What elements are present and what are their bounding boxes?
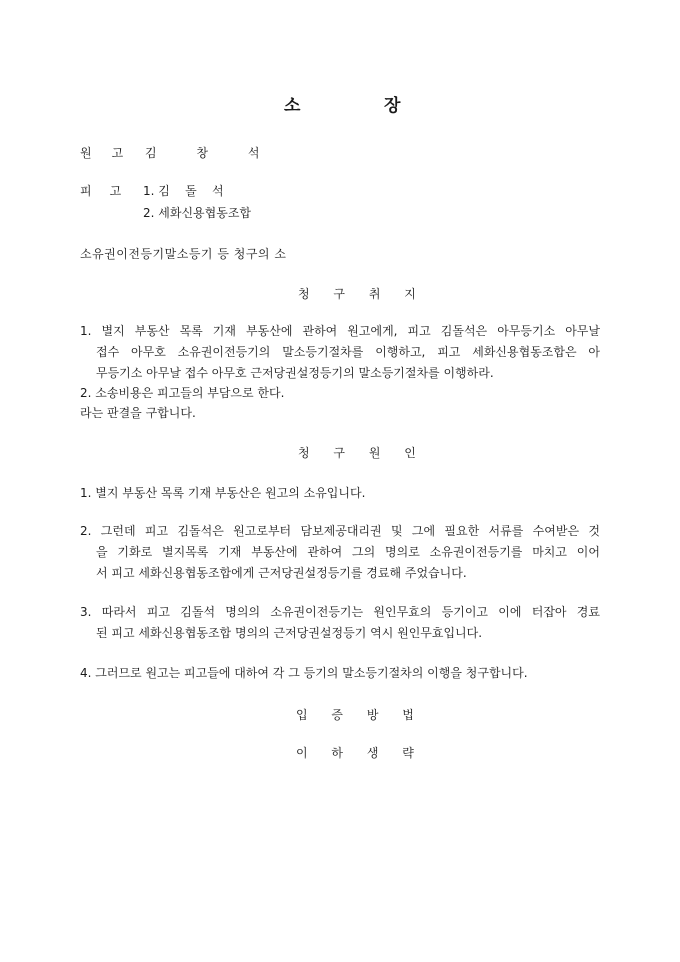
defendant-item-1: 1. 김 돌 석 <box>143 184 224 198</box>
plaintiff-label: 원고 <box>80 146 144 160</box>
case-name: 소유권이전등기말소등기 등 청구의 소 <box>80 247 287 261</box>
claim-cause-item-2-line-3: 서 피고 세화신용협동조합에게 근저당권설정등기를 경료해 주었습니다. <box>96 566 467 580</box>
claim-purport-item-1-line-1: 1. 별지 부동산 목록 기재 부동산에 관하여 원고에게, 피고 김돌석은 아무등기소 아무날 <box>80 324 600 338</box>
document-title-left: 소 <box>284 96 301 116</box>
claim-cause-item-4: 4. 그러므로 원고는 피고들에 대하여 각 그 등기의 말소등기절차의 이행을 청구합니다. <box>80 666 528 680</box>
claim-cause-heading: 청 구 원 인 <box>298 446 426 460</box>
proof-heading: 입 증 방 법 <box>296 708 424 722</box>
claim-purport-heading: 청 구 취 지 <box>298 287 426 301</box>
claim-purport-item-1-line-3: 무등기소 아무날 접수 아무호 근저당권설정등기의 말소등기절차를 이행하라. <box>96 366 494 380</box>
claim-cause-item-1: 1. 별지 부동산 목록 기재 부동산은 원고의 소유입니다. <box>80 486 366 500</box>
proof-body: 이 하 생 략 <box>296 746 424 760</box>
claim-purport-item-2: 2. 소송비용은 피고들의 부담으로 한다. <box>80 386 285 400</box>
claim-cause-item-2-line-1: 2. 그런데 피고 김돌석은 원고로부터 담보제공대리권 및 그에 필요한 서류를 수여받은 것 <box>80 524 600 538</box>
plaintiff-name: 김 창 석 <box>145 146 278 160</box>
defendant-label: 피고 <box>80 184 140 198</box>
claim-cause-item-3-line-2: 된 피고 세화신용협동조합 명의의 근저당권설정등기 역시 원인무효입니다. <box>96 626 483 640</box>
defendant-item-2: 2. 세화신용협동조합 <box>143 206 252 220</box>
claim-cause-item-3-line-1: 3. 따라서 피고 김돌석 명의의 소유권이전등기는 원인무효의 등기이고 이에 터잡아 경료 <box>80 605 600 619</box>
claim-cause-item-2-line-2: 을 기화로 별지목록 기재 부동산에 관하여 그의 명의로 소유권이전등기를 마치고 이어 <box>96 545 600 559</box>
claim-purport-closing: 라는 판결을 구합니다. <box>80 406 196 420</box>
document-title-right: 장 <box>384 96 401 116</box>
claim-purport-item-1-line-2: 접수 아무호 소유권이전등기의 말소등기절차를 이행하고, 피고 세화신용협동조합은 아 <box>96 345 600 359</box>
